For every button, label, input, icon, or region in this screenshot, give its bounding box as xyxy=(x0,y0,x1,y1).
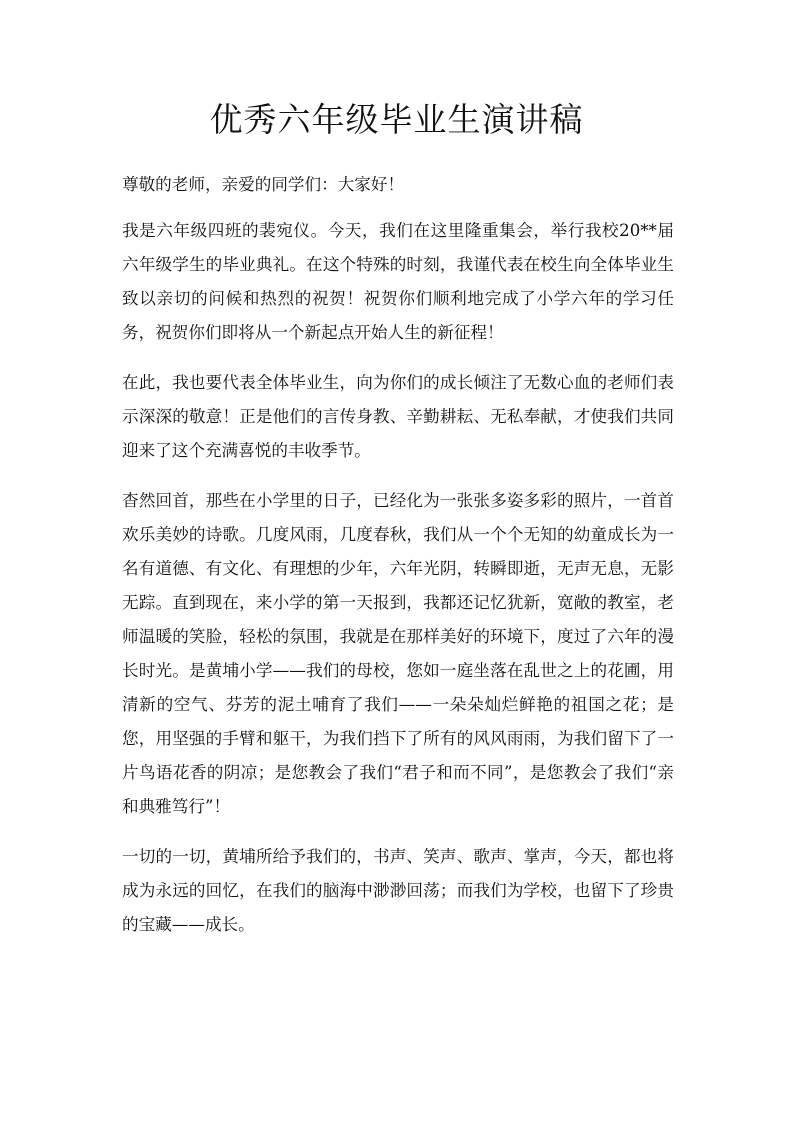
paragraph-closing: 一切的一切，黄埔所给予我们的，书声、笑声、歌声、掌声，今天，都也将成为永远的回忆，在我们的脑海中渺渺回荡；而我们为学校，也留下了珍贵的宝藏——成长。 xyxy=(122,847,674,934)
paragraph-introduction: 我是六年级四班的裴宛仪。今天，我们在这里隆重集会，举行我校20**届六年级学生的毕业典礼。在这个特殊的时刻，我谨代表在校生向全体毕业生致以亲切的问候和热烈的祝贺！祝贺你们顺利地完成了小学六年的学习任务，祝贺你们即将从一个新起点开始人生的新征程！ xyxy=(122,221,674,342)
document-body xyxy=(122,168,674,958)
document-title: 优秀六年级毕业生演讲稿 xyxy=(209,100,584,139)
paragraph-memories: 杳然回首，那些在小学里的日子，已经化为一张张多姿多彩的照片，一首首欢乐美妙的诗歌。几度风雨，几度春秋，我们从一个个无知的幼童成长为一名有道德、有文化、有理想的少年，六年光阴，转瞬即逝，无声无息，无影无踪。直到现在，来小学的第一天报到，我都还记忆犹新，宽敞的教室，老师温暖的笑脸，轻松的氛围，我就是在那样美好的环境下，度过了六年的漫长时光。是黄埔小学——我们的母校，您如一庭坐落在乱世之上的花圃，用清新的空气、芬芳的泥土哺育了我们——一朵朵灿烂鲜艳的祖国之花；是您，用坚强的手臂和躯干，为我们挡下了所有的风风雨雨，为我们留下了一片鸟语花香的阴凉；是您教会了我们“君子和而不同”，是您教会了我们“亲和典雅笃行”！ xyxy=(122,491,674,816)
paragraph-thanks-teachers: 在此，我也要代表全体毕业生，向为你们的成长倾注了无数心血的老师们表示深深的敬意！正是他们的言传身教、辛勤耕耘、无私奉献，才使我们共同迎来了这个充满喜悦的丰收季节。 xyxy=(122,373,674,460)
paragraph-greeting: 尊敬的老师，亲爱的同学们：大家好！ xyxy=(122,175,405,194)
